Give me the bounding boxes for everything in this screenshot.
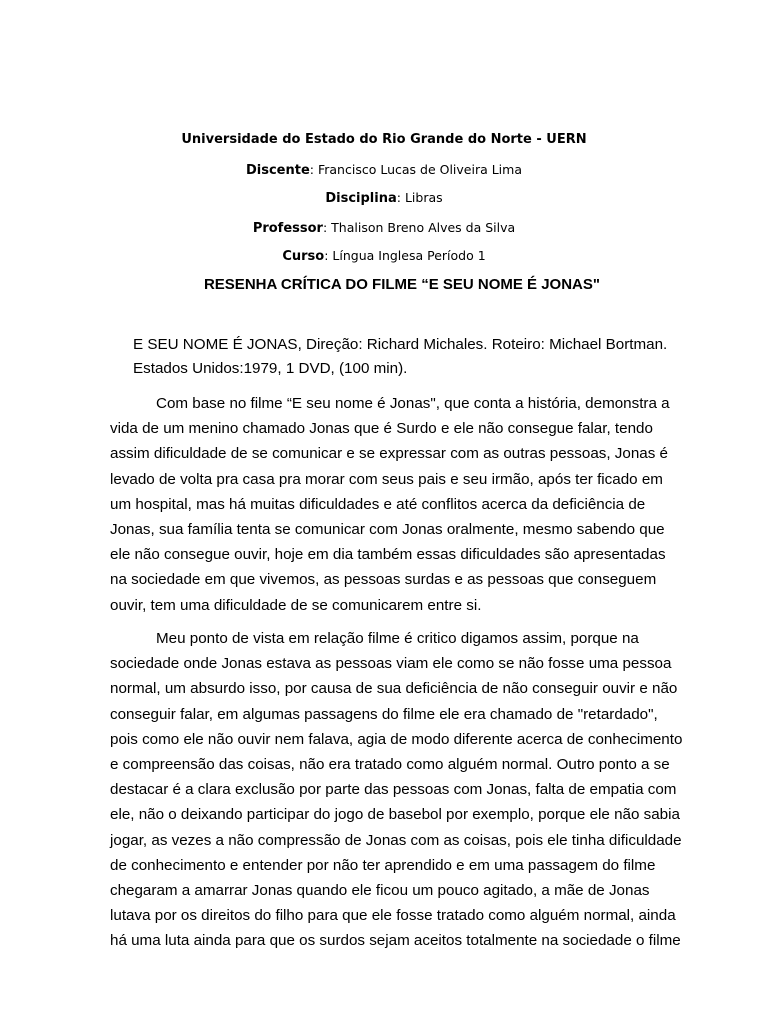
paragraph-line: levado de volta pra casa pra morar com seus pais e seu irmão, após ter ficado em: [110, 470, 663, 488]
paragraph-line: Meu ponto de vista em relação filme é critico digamos assim, porque na: [156, 630, 639, 647]
citation-line: E SEU NOME É JONAS, Direção: Richard Michales. Roteiro: Michael Bortman.: [133, 336, 668, 353]
paragraph-1: [110, 391, 710, 618]
paragraph-line: Jonas, sua família tenta se comunicar com Jonas oralmente, mesmo sabendo que: [110, 521, 665, 539]
paragraph-line: ouvir, tem uma dificuldade de se comunicarem entre si.: [110, 596, 482, 614]
university-name-text: Universidade do Estado do Rio Grande do Norte - UERN: [181, 132, 587, 147]
paragraph-line: assim dificuldade de se comunicar e se expressar com as outras pessoas, Jonas é: [110, 445, 668, 463]
course-label: Curso: [282, 249, 325, 264]
discipline-line: [0, 190, 768, 207]
paragraph-line: ele, não o deixando participar do jogo de basebol por exemplo, porque ele não sabia: [110, 806, 680, 824]
course-line: [0, 248, 768, 265]
student-label: Discente: [245, 163, 310, 178]
student-line: [0, 162, 768, 179]
professor-value: : Thalison Breno Alves da Silva: [322, 220, 516, 235]
paragraph-line: e compreensão das coisas, não era tratado como alguém normal. Outro ponto a se: [110, 756, 670, 774]
citation-line: Estados Unidos:1979, 1 DVD, (100 min).: [133, 360, 408, 377]
discipline-label: Disciplina: [325, 191, 397, 206]
discipline-value: : Libras: [396, 190, 443, 205]
citation-reference: [133, 333, 713, 381]
student-value: : Francisco Lucas de Oliveira Lima: [309, 162, 522, 177]
paragraph-line: conseguir falar, em algumas passagens do filme ele era chamado de "retardado",: [110, 705, 658, 723]
paragraph-2: [110, 626, 710, 954]
paragraph-line: pois como ele não ouvir nem falava, agia de modo diferente acerca de conhecimento: [110, 730, 683, 748]
paragraph-line: vida de um menino chamado Jonas que é Surdo e ele não consegue falar, tendo: [110, 420, 653, 438]
paragraph-line: de conhecimento e entender por não ter aprendido e em uma passagem do filme: [110, 856, 656, 874]
paragraph-line: na sociedade em que vivemos, as pessoas surdas e as pessoas que conseguem: [110, 571, 657, 589]
paragraph-line: sociedade onde Jonas estava as pessoas viam ele como se não fosse uma pessoa: [110, 655, 672, 673]
university-name: [0, 132, 768, 148]
paragraph-line: ele não consegue ouvir, hoje em dia também essas dificuldades são apresentadas: [110, 546, 666, 564]
paragraph-line: há uma luta ainda para que os surdos sejam aceitos totalmente na sociedade o filme: [110, 932, 681, 950]
paragraph-line: destacar é a clara exclusão por parte das pessoas com Jonas, falta de empatia com: [110, 781, 677, 799]
paragraph-line: Com base no filme “E seu nome é Jonas", que conta a história, demonstra a: [156, 395, 670, 412]
paragraph-line: chegaram a amarrar Jonas quando ele ficou um pouco agitado, a mãe de Jonas: [110, 882, 650, 900]
document-title: RESENHA CRÍTICA DO FILME “E SEU NOME É JONAS": [203, 276, 601, 293]
paragraph-line: normal, um absurdo isso, por causa de sua deficiência de não conseguir ouvir e não: [110, 680, 678, 698]
paragraph-line: jogar, as vezes a não compressão de Jonas com as coisas, pois ele tinha dificuldade: [110, 831, 682, 849]
course-value: : Língua Inglesa Período 1: [324, 248, 486, 263]
professor-label: Professor: [252, 221, 323, 236]
professor-line: [0, 220, 768, 237]
paragraph-line: lutava por os direitos do filho para que ele fosse tratado como alguém normal, ainda: [110, 907, 676, 925]
paragraph-line: um hospital, mas há muitas dificuldades e até conflitos acerca da deficiência de: [110, 495, 646, 513]
